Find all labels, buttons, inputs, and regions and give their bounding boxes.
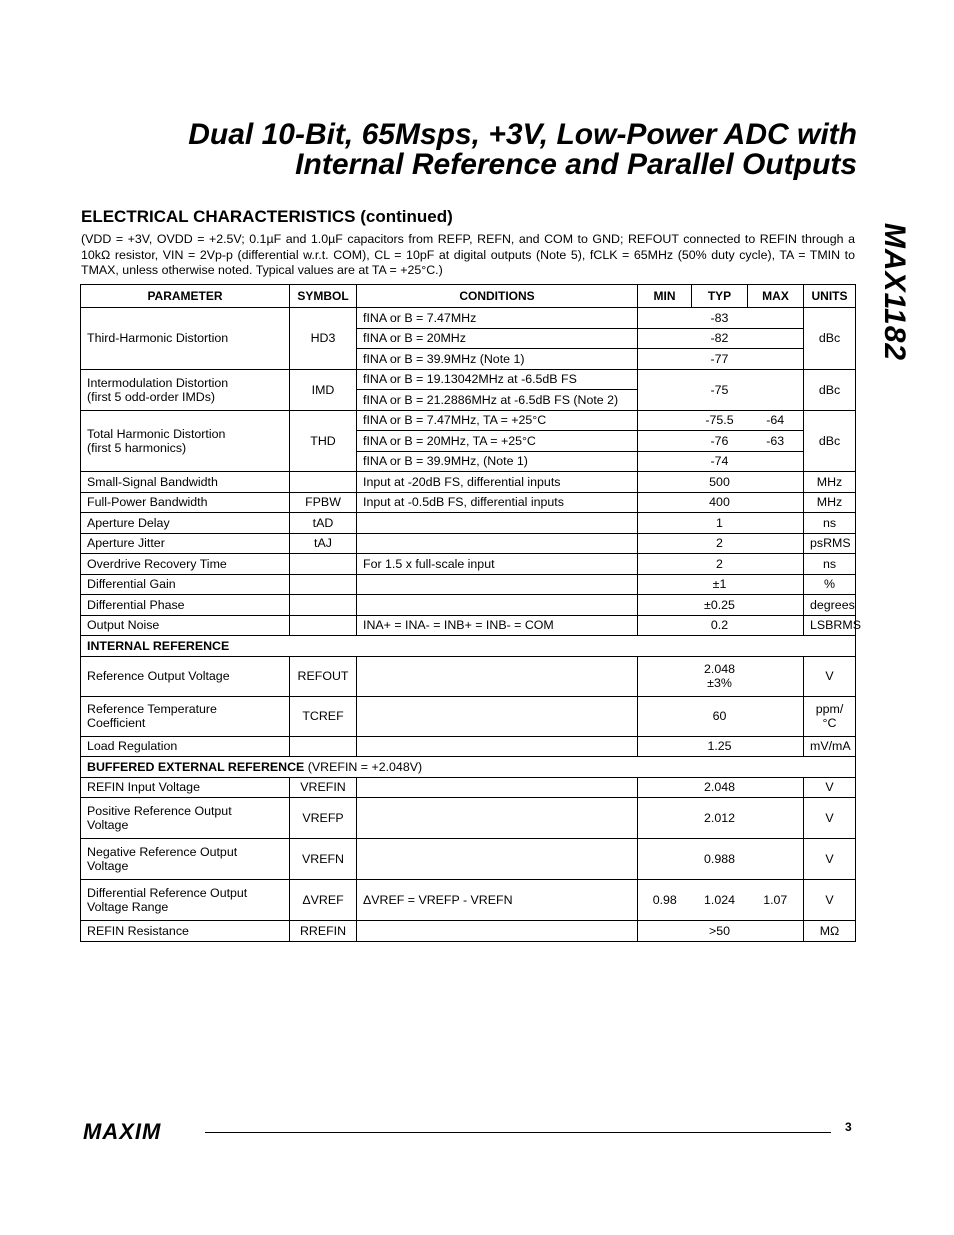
section-label: INTERNAL REFERENCE xyxy=(81,636,856,657)
units-cell: degrees xyxy=(804,595,856,616)
units-cell: mV/mA xyxy=(804,736,856,757)
units-cell: ns xyxy=(804,513,856,534)
symbol-cell: ΔVREF xyxy=(290,880,357,921)
section-title: ELECTRICAL CHARACTERISTICS (continued) xyxy=(81,207,453,226)
document-title xyxy=(60,120,857,180)
min-cell: 0.98 xyxy=(638,880,692,921)
typ-cell: -76 xyxy=(692,431,748,452)
param-cell: REFIN Resistance xyxy=(81,921,290,942)
cond-cell: fINA or B = 19.13042MHz at -6.5dB FS xyxy=(357,369,638,390)
typ-cell: 0.988 xyxy=(692,839,748,880)
symbol-cell: THD xyxy=(290,410,357,472)
table-header-row xyxy=(81,285,856,308)
col-header: UNITS xyxy=(804,285,856,308)
typ-cell: 2 xyxy=(692,554,748,575)
typ-cell: 2 xyxy=(692,533,748,554)
units-cell: dBc xyxy=(804,410,856,472)
table-row xyxy=(81,880,856,921)
units-cell: % xyxy=(804,574,856,595)
table-row xyxy=(81,492,856,513)
cond-cell: Input at -20dB FS, differential inputs xyxy=(357,472,638,493)
max-cell: -63 xyxy=(748,431,804,452)
table-row xyxy=(81,777,856,798)
typ-cell: -74 xyxy=(692,451,748,472)
typ-cell: -75 xyxy=(692,369,748,410)
table-row xyxy=(81,615,856,636)
param-cell: Small-Signal Bandwidth xyxy=(81,472,290,493)
col-header: TYP xyxy=(692,285,748,308)
symbol-cell: FPBW xyxy=(290,492,357,513)
table-row xyxy=(81,798,856,839)
param-cell: Differential Reference Output Voltage Range xyxy=(81,880,290,921)
typ-cell: ±0.25 xyxy=(692,595,748,616)
col-header: PARAMETER xyxy=(81,285,290,308)
symbol-cell: RREFIN xyxy=(290,921,357,942)
param-cell: Reference Temperature Coefficient xyxy=(81,696,290,736)
col-header: MIN xyxy=(638,285,692,308)
table-row xyxy=(81,921,856,942)
typ-cell: ±1 xyxy=(692,574,748,595)
typ-cell: -82 xyxy=(692,328,748,349)
units-cell: dBc xyxy=(804,308,856,370)
col-header: SYMBOL xyxy=(290,285,357,308)
param-cell: Output Noise xyxy=(81,615,290,636)
typ-cell: 2.048 ±3% xyxy=(692,656,748,696)
cond-cell: fINA or B = 39.9MHz (Note 1) xyxy=(357,349,638,370)
symbol-cell: HD3 xyxy=(290,308,357,370)
table-row xyxy=(81,839,856,880)
typ-cell: 60 xyxy=(692,696,748,736)
side-part-label xyxy=(874,215,914,375)
part-number: MAX1182 xyxy=(878,222,911,362)
param-cell: Load Regulation xyxy=(81,736,290,757)
cond-cell: fINA or B = 20MHz, TA = +25°C xyxy=(357,431,638,452)
table-row xyxy=(81,308,856,329)
section-header-row xyxy=(81,757,856,778)
section-label: BUFFERED EXTERNAL REFERENCE (VREFIN = +2.048V) xyxy=(81,757,856,778)
table-row xyxy=(81,410,856,431)
symbol-cell: IMD xyxy=(290,369,357,410)
table-row xyxy=(81,533,856,554)
cond-cell: fINA or B = 7.47MHz xyxy=(357,308,638,329)
typ-cell: 1 xyxy=(692,513,748,534)
max-cell: -64 xyxy=(748,410,804,431)
units-cell: V xyxy=(804,880,856,921)
symbol-cell: VREFN xyxy=(290,839,357,880)
units-cell: MHz xyxy=(804,492,856,513)
param-cell: Differential Gain xyxy=(81,574,290,595)
param-cell: Positive Reference Output Voltage xyxy=(81,798,290,839)
symbol-cell: VREFIN xyxy=(290,777,357,798)
cond-cell: INA+ = INA- = INB+ = INB- = COM xyxy=(357,615,638,636)
cond-cell: ΔVREF = VREFP - VREFN xyxy=(357,880,638,921)
units-cell: V xyxy=(804,839,856,880)
param-cell: Reference Output Voltage xyxy=(81,656,290,696)
units-cell: ns xyxy=(804,554,856,575)
table-row xyxy=(81,472,856,493)
typ-cell: -75.5 xyxy=(692,410,748,431)
units-cell: MΩ xyxy=(804,921,856,942)
param-cell: Aperture Delay xyxy=(81,513,290,534)
typ-cell: 0.2 xyxy=(692,615,748,636)
table-row xyxy=(81,369,856,390)
section-header-row xyxy=(81,636,856,657)
typ-cell: 400 xyxy=(692,492,748,513)
max-cell: 1.07 xyxy=(748,880,804,921)
symbol-cell: VREFP xyxy=(290,798,357,839)
table-row xyxy=(81,656,856,696)
table-row xyxy=(81,595,856,616)
table-row xyxy=(81,574,856,595)
param-cell: REFIN Input Voltage xyxy=(81,777,290,798)
col-header: MAX xyxy=(748,285,804,308)
param-cell: Full-Power Bandwidth xyxy=(81,492,290,513)
typ-cell: -83 xyxy=(692,308,748,329)
param-cell: Intermodulation Distortion (first 5 odd-order IMDs) xyxy=(81,369,290,410)
typ-cell: 1.024 xyxy=(692,880,748,921)
title-line-2: Internal Reference and Parallel Outputs xyxy=(295,148,857,181)
units-cell: MHz xyxy=(804,472,856,493)
param-cell: Third-Harmonic Distortion xyxy=(81,308,290,370)
units-cell: ppm/°C xyxy=(804,696,856,736)
symbol-cell: REFOUT xyxy=(290,656,357,696)
table-row xyxy=(81,736,856,757)
table-row xyxy=(81,554,856,575)
maxim-logo: MAXIM xyxy=(83,1119,162,1144)
page-number: 3 xyxy=(845,1120,852,1134)
units-cell: V xyxy=(804,656,856,696)
units-cell: dBc xyxy=(804,369,856,410)
table-row xyxy=(81,513,856,534)
param-cell: Differential Phase xyxy=(81,595,290,616)
typ-cell: >50 xyxy=(692,921,748,942)
symbol-cell: tAD xyxy=(290,513,357,534)
test-conditions: (VDD = +3V, OVDD = +2.5V; 0.1µF and 1.0µF capacitors from REFP, REFN, and COM to GND; REFOUT connected to REFIN through a 10kΩ resistor, VIN = 2Vp-p (differential w.r.t. COM), CL = 10pF at digital outputs (Note 5), fCLK = 65MHz (50% duty cycle), TA = TMIN to TMAX, unless otherwise noted. Typical values are at TA = +25°C.) xyxy=(81,232,855,277)
footer-divider xyxy=(205,1132,831,1133)
typ-cell: 500 xyxy=(692,472,748,493)
table-row xyxy=(81,696,856,736)
title-line-1: Dual 10-Bit, 65Msps, +3V, Low-Power ADC with xyxy=(188,118,857,151)
units-cell: V xyxy=(804,777,856,798)
cond-cell: Input at -0.5dB FS, differential inputs xyxy=(357,492,638,513)
units-cell: V xyxy=(804,798,856,839)
typ-cell: 1.25 xyxy=(692,736,748,757)
param-cell: Aperture Jitter xyxy=(81,533,290,554)
param-cell: Negative Reference Output Voltage xyxy=(81,839,290,880)
cond-cell: fINA or B = 39.9MHz, (Note 1) xyxy=(357,451,638,472)
cond-cell: fINA or B = 21.2886MHz at -6.5dB FS (Note 2) xyxy=(357,390,638,411)
typ-cell: -77 xyxy=(692,349,748,370)
param-cell: Total Harmonic Distortion (first 5 harmonics) xyxy=(81,410,290,472)
typ-cell: 2.012 xyxy=(692,798,748,839)
symbol-cell: TCREF xyxy=(290,696,357,736)
electrical-characteristics-table xyxy=(80,284,861,942)
units-cell: psRMS xyxy=(804,533,856,554)
units-cell: LSBRMS xyxy=(804,615,856,636)
cond-cell: For 1.5 x full-scale input xyxy=(357,554,638,575)
col-header: CONDITIONS xyxy=(357,285,638,308)
param-cell: Overdrive Recovery Time xyxy=(81,554,290,575)
typ-cell: 2.048 xyxy=(692,777,748,798)
symbol-cell: tAJ xyxy=(290,533,357,554)
cond-cell: fINA or B = 7.47MHz, TA = +25°C xyxy=(357,410,638,431)
cond-cell: fINA or B = 20MHz xyxy=(357,328,638,349)
